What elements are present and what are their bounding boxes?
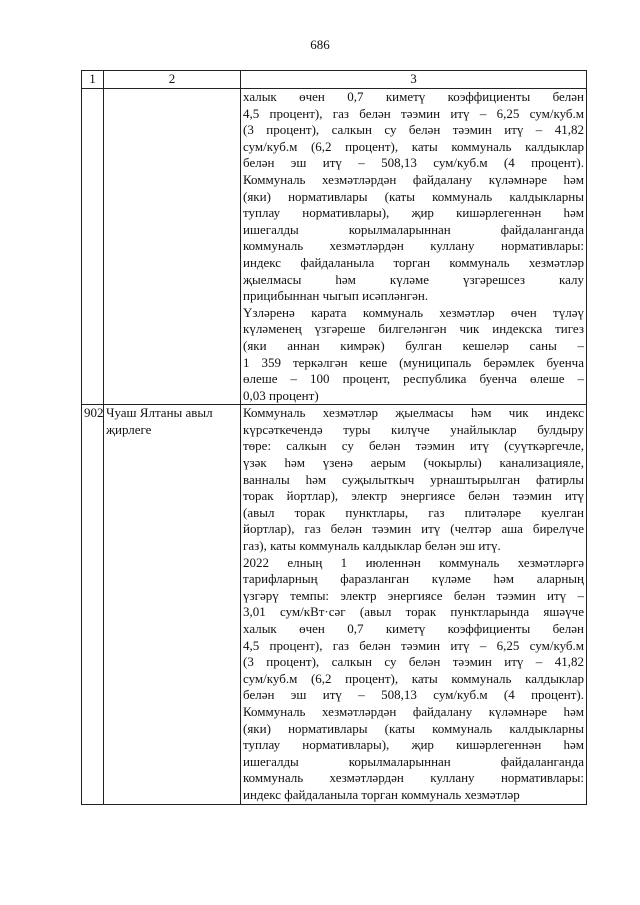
text-line: коммуналь хезмәтләрдән куллану нормативлары: (243, 238, 584, 254)
text-line: халык өчен 0,7 киметү коэффициенты белән (243, 89, 584, 104)
text-line: туплау нормативлары), җир кишәрлегеннән һәм (243, 205, 584, 221)
text-line: индекс файдаланыла торган коммуналь хезмәтләр (243, 254, 584, 270)
text-line: торак йортлар), электр энергиясе белән тәэмин итү (243, 488, 584, 504)
text-line: үзәк һәм үзенә аерым (чокырлы) канализацияле, (243, 455, 584, 471)
text-line: (авыл торак пунктлары, газ плитәләре куелган (243, 504, 584, 520)
text-line: җыелмасы һәм күләме үзгәрешсез калу (243, 271, 584, 287)
table-row (82, 89, 587, 405)
text-line: (яки аннан кимрәк) булган кешеләр саны – (243, 337, 584, 353)
text-line: 3,01 сум/кВт·сәг (авыл торак пунктларында яшәүче (243, 604, 584, 620)
row-number: 902 (82, 405, 104, 804)
table-row (82, 405, 587, 804)
row-description (241, 405, 587, 804)
text-line: тарифларның фаразланган күләме һәм аларның (243, 571, 584, 587)
text-line: Коммуналь хезмәтләр җыелмасы һәм чик индекс (243, 405, 584, 421)
text-line: (3 процент), салкын су белән тәэмин итү – 41,82 (243, 122, 584, 138)
text-line: Үзләренә карата коммуналь хезмәтләр өчен түләү (243, 304, 584, 320)
column-header-3: 3 (241, 71, 587, 89)
document-table (81, 70, 587, 805)
text-line: күрсәткечендә туры килүче унайлыклар булдыру (243, 421, 584, 437)
text-line: Коммуналь хезмәтләрдән файдалану күләмнәре һәм (243, 703, 584, 719)
text-line: (яки) нормативлары (каты коммуналь калдыкларны (243, 188, 584, 204)
text-line: сум/куб.м (6,2 процент), каты коммуналь калдыклар (243, 670, 584, 686)
text-line: 2022 елның 1 июленнән коммуналь хезмәтләргә (243, 554, 584, 570)
page-number: 686 (310, 37, 330, 52)
text-line: ишегалды корылмаларыннан файдаланганда (243, 753, 584, 769)
text-line: ванналы һәм суҗылыткыч урнаштырылган фатирлы (243, 471, 584, 487)
settlement-name: Чуаш Ялтаны авыл җирлеге (104, 405, 241, 804)
text-line: төре: салкын су белән тәэмин итү (суүткәргечле, (243, 438, 584, 454)
text-line: халык өчен 0,7 киметү коэффициенты белән (243, 621, 584, 636)
text-line: коммуналь хезмәтләрдән куллану нормативлары: (243, 770, 584, 786)
text-line: өлеше – 100 процент, республика буенча өлеше – (243, 371, 584, 387)
text-line: прицибыннан чыгып исәпләнгән. (243, 288, 429, 304)
text-line: Коммуналь хезмәтләрдән файдалану күләмнәре һәм (243, 171, 584, 187)
text-line: белән эш итү – 508,13 сум/куб.м (4 процент). (243, 155, 584, 171)
row-description (241, 89, 587, 405)
settlement-name (104, 89, 241, 405)
text-line: газ), каты коммуналь калдыклар белән эш итү. (243, 538, 501, 554)
text-line: 0,03 процент) (243, 387, 319, 403)
column-header-1: 1 (82, 71, 104, 89)
row-number (82, 89, 104, 405)
text-line: (3 процент), салкын су белән тәэмин итү – 41,82 (243, 654, 584, 670)
text-line: индекс файдаланыла торган коммуналь хезмәтләр (243, 786, 520, 802)
text-line: туплау нормативлары), җир кишәрлегеннән һәм (243, 737, 584, 753)
text-line: 4,5 процент), газ белән тәэмин итү – 6,25 сум/куб.м (243, 105, 584, 121)
text-line: ишегалды корылмаларыннан файдаланганда (243, 221, 584, 237)
table-header-row (82, 71, 587, 89)
text-line: белән эш итү – 508,13 сум/куб.м (4 процент). (243, 687, 584, 703)
text-line: (яки) нормативлары (каты коммуналь калдыкларны (243, 720, 584, 736)
text-line: йортлар), газ белән тәэмин итү (челтәр аша бирелүче (243, 521, 584, 537)
text-line: сум/куб.м (6,2 процент), каты коммуналь калдыклар (243, 138, 584, 154)
text-line: 1 359 теркәлгән кеше (муниципаль берәмлек буенча (243, 354, 584, 370)
text-line: үзгәрү темпы: электр энергиясе белән тәэмин итү – (243, 587, 584, 603)
column-header-2: 2 (104, 71, 241, 89)
text-line: 4,5 процент), газ белән тәэмин итү – 6,25 сум/куб.м (243, 637, 584, 653)
text-line: күләменең үзгәреше билгеләнгән чик индекска тигез (243, 321, 584, 337)
